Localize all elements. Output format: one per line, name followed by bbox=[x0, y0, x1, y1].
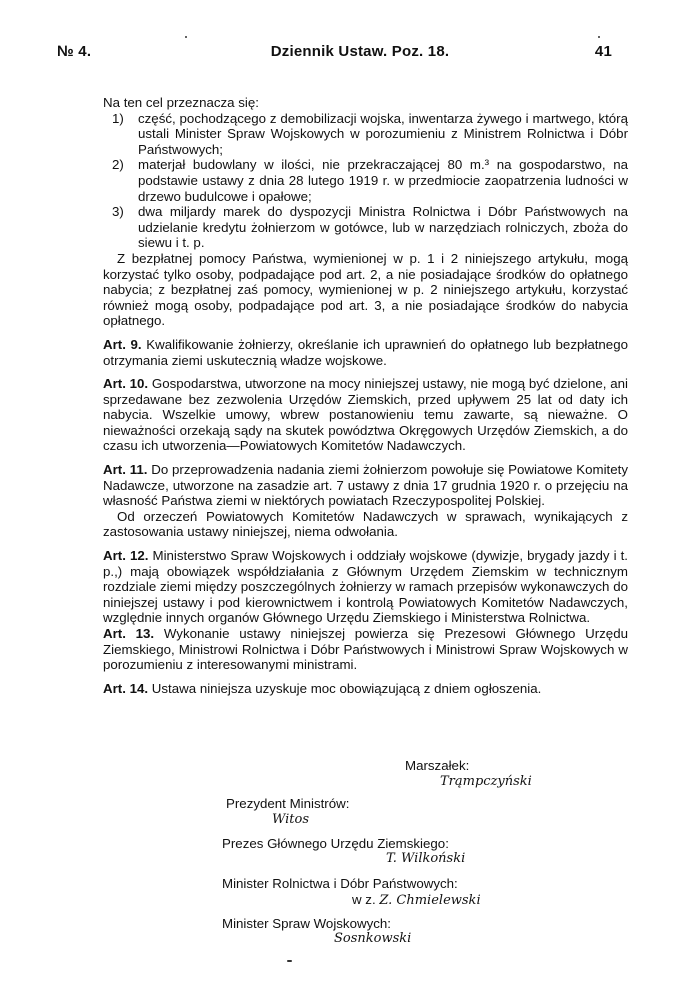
land-office-title: Prezes Głównego Urzędu Ziemskiego: bbox=[222, 836, 449, 851]
article-text: Kwalifikowanie żołnierzy, określanie ich uprawnień do opłatnego lub bezpłatnego otrzymania ziemi uskutecznią władze wojskowe. bbox=[103, 336, 628, 368]
article-13 bbox=[103, 626, 628, 673]
agriculture-title: Minister Rolnictwa i Dóbr Państwowych: bbox=[222, 876, 458, 891]
article-11-paragraph-2: Od orzeczeń Powiatowych Komitetów Nadawczych w sprawach, wynikających z zastosowania ustawy niniejszej, niema odwołania. bbox=[103, 508, 628, 540]
list-item-text: część, pochodzącego z demobilizacji wojska, inwentarza żywego i martwego, którą ustali Minister Spraw Wojskowych w porozumieniu z Ministrem Rolnictwa i Dóbr Państwowych; bbox=[138, 110, 628, 157]
article-label: Art. 11. bbox=[103, 462, 148, 478]
military-name: Sosnkowski bbox=[334, 931, 412, 946]
agriculture-signer bbox=[352, 892, 481, 909]
article-label: Art. 9. bbox=[103, 336, 142, 352]
list-item-number: 3) bbox=[112, 204, 124, 220]
article-label: Art. 14. bbox=[103, 680, 149, 696]
free-aid-paragraph: Z bezpłatnej pomocy Państwa, wymienionej w p. 1 i 2 niniejszego artykułu, mogą korzystać tylko osoby, podpadające pod art. 2, a nie posiadające środków do opłatnego nabycia; z bezpłatnej zaś pomocy, wymienionej w p. 2 niniejszego artykułu, korzystać również mogą osoby, podpadające pod art. 3, a nie posiadające środków do nabycia opłatnego. bbox=[103, 250, 628, 329]
article-label: Art. 10. bbox=[103, 376, 149, 392]
article-text: Gospodarstwa, utworzone na mocy niniejszej ustawy, nie mogą być dzielone, ani sprzedawane bez zezwolenia Urzędów Ziemskich, przed upływem 25 lat od daty ich nabycia. Wszelkie umowy, wbrew postanowieniu temu zawarte, są nieważne. O nieważności orzekają sądy na skutek powództwa Okręgowych Urzędów Ziemskich, a do czasu ich utworzenia—Powiatowych Komitetów Nadawczych. bbox=[103, 376, 628, 454]
list-item-text: materjał budowlany w ilości, nie przekraczającej 80 m.³ na gospodarstwo, na podstawie ustawy z dnia 28 lutego 1919 r. w przedmiocie zaopatrzenia ludności w drzewo budulcowe i opałowe; bbox=[138, 157, 628, 204]
list-item-number: 2) bbox=[112, 157, 124, 173]
pm-name: Witos bbox=[272, 812, 310, 827]
marshal-name: Trąmpczyński bbox=[440, 774, 532, 789]
article-label: Art. 13. bbox=[103, 626, 155, 641]
body-text bbox=[103, 95, 628, 696]
article-text: Wykonanie ustawy niniejszej powierza się Prezesowi Głównego Urzędu Ziemskiego, Ministrowi Rolnictwa i Dóbr Państwowych i Ministrowi Spraw Wojskowych w porozumieniu z interesowanymi ministrami. bbox=[103, 626, 628, 673]
print-speck bbox=[287, 960, 292, 962]
allocation-list bbox=[103, 111, 628, 251]
list-item-text: dwa miljardy marek do dyspozycji Ministra Rolnictwa i Dóbr Państwowych na udzielanie kredytu żołnierzom w gotówce, lub w narzędziach rolniczych, zboża do siewu i t. p. bbox=[138, 204, 628, 251]
land-office-name: T. Wilkoński bbox=[386, 851, 466, 866]
article-label: Art. 12. bbox=[103, 548, 149, 564]
issue-number: № 4. bbox=[57, 43, 92, 60]
military-title: Minister Spraw Wojskowych: bbox=[222, 916, 391, 931]
marshal-title: Marszałek: bbox=[405, 758, 470, 773]
intro-line: Na ten cel przeznacza się: bbox=[103, 95, 259, 110]
list-item bbox=[103, 204, 628, 251]
article-9 bbox=[103, 337, 628, 368]
pm-title: Prezydent Ministrów: bbox=[226, 796, 350, 811]
list-item-number: 1) bbox=[112, 110, 124, 126]
article-11 bbox=[103, 462, 628, 509]
article-10 bbox=[103, 376, 628, 454]
print-speck bbox=[185, 36, 187, 38]
list-item bbox=[103, 157, 628, 204]
article-12 bbox=[103, 548, 628, 626]
article-text: Ministerstwo Spraw Wojskowych i oddziały wojskowe (dywizje, brygady jazdy i t. p.,) mają obowiązek współdziałania z Głównym Urzędem Ziemskim w technicznym rozdziale ziemi między poszczególnych żołnierzy w ramach przepisów wykonawczych do niniejszej ustawy i pod kierownictwem i kontrolą Powiatowych Komitetów Nadawczych, względnie innych organów Głównego Urzędu Ziemskiego i Ministerstwa Rolnictwa. bbox=[103, 548, 628, 626]
article-text: Do przeprowadzenia nadania ziemi żołnierzom powołuje się Powiatowe Komitety Nadawcze, utworzone na zasadzie art. 7 ustawy z dnia 17 grudnia 1920 r. o przejęciu na własność Państwa ziemi w niektórych powiatach Rzeczypospolitej Polskiej. bbox=[103, 462, 628, 509]
list-item bbox=[103, 111, 628, 158]
print-speck bbox=[598, 36, 600, 38]
article-14 bbox=[103, 681, 628, 697]
journal-title: Dziennik Ustaw. Poz. 18. bbox=[270, 43, 450, 60]
agriculture-prefix: w z. bbox=[352, 892, 376, 907]
page-number: 41 bbox=[594, 43, 612, 60]
article-text: Ustawa niniejsza uzyskuje moc obowiązującą z dniem ogłoszenia. bbox=[151, 680, 542, 696]
agriculture-name: Z. Chmielewski bbox=[379, 893, 481, 908]
